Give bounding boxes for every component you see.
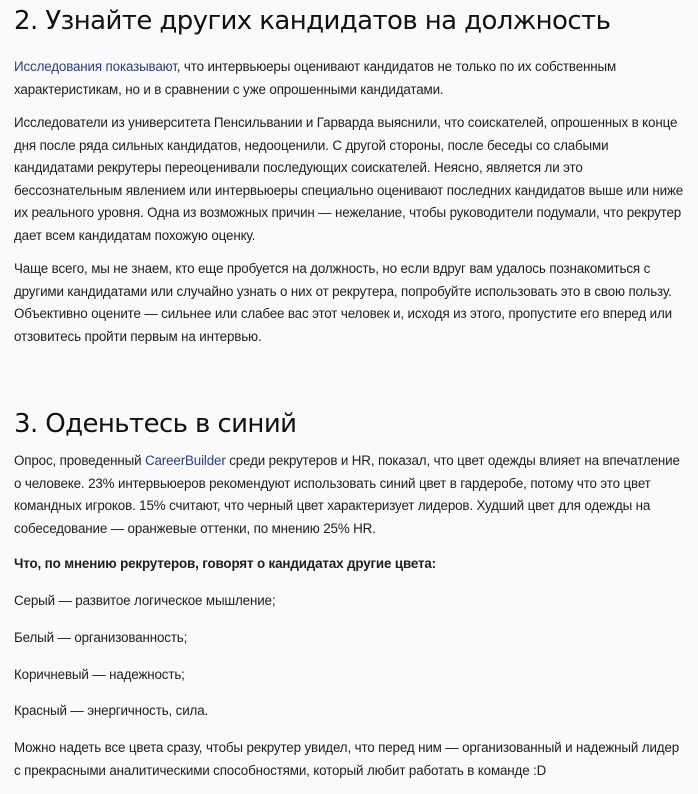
paragraph-survey — [14, 450, 686, 540]
paragraph-study: Исследователи из университета Пенсильвании и Гарварда выяснили, что соискателей, опрошенных в конце дня после ряда сильных кандидатов, недооценили. С другой стороны, после беседы со слабыми кандидатами рекрутеры переоценивали последующих соискателей. Неясно, является ли это бессознательным явлением или интервьюеры специально оценивают последних кандидатов выше или ниже их реального уровня. Одна из возможных причин — нежелание, чтобы руководители подумали, что рекрутер дает всем кандидатам похожую оценку. — [14, 115, 684, 243]
paragraph-survey-text-after: среди рекрутеров и HR, показал, что цвет одежды влияет на впечатление о человеке. 23% интервьюеров рекомендуют использовать синий цвет в гардеробе, потому что это цвет командных игроков. 15% считают, что черный цвет характеризует лидеров. Худший цвет для одежды на собеседование — оранжевые оттенки, по мнению 25% HR. — [14, 453, 680, 536]
section-heading-2: 2. Узнайте других кандидатов на должность — [14, 6, 611, 36]
paragraph-research-text: , что интервьюеры оценивают кандидатов не только по их собственным характеристикам, но и в сравнении с уже опрошенными кандидатами. — [14, 59, 617, 97]
paragraph-closing: Можно надеть все цвета сразу, чтобы рекрутер увидел, что перед ним — организованный и надежный лидер с прекрасными аналитическими способностями, который любит работать в команде :D — [14, 740, 680, 778]
colors-intro-bold: Что, по мнению рекрутеров, говорят о кандидатах другие цвета: — [14, 556, 436, 571]
research-link[interactable]: Исследования показывают — [14, 59, 177, 74]
color-item-red: Красный — энергичность, сила. — [14, 703, 209, 718]
section-heading-3: 3. Оденьтесь в синий — [14, 409, 297, 439]
color-item-white: Белый — организованность; — [14, 630, 188, 645]
paragraph-advice: Чаще всего, мы не знаем, кто еще пробуется на должность, но если вдруг вам удалось познакомиться с другими кандидатами или случайно узнать о них от рекрутера, попробуйте использовать это в свою пользу. Объективно оцените — сильнее или слабее вас этот человек и, исходя из этого, пропустите его вперед или отзовитесь пройти первым на интервью. — [14, 261, 672, 344]
paragraph-research — [14, 56, 684, 101]
color-item-brown: Коричневый — надежность; — [14, 667, 185, 682]
color-item-gray: Серый — развитое логическое мышление; — [14, 593, 276, 608]
paragraph-survey-text-before: Опрос, проведенный — [14, 453, 145, 468]
careerbuilder-link[interactable]: CareerBuilder — [144, 453, 226, 468]
